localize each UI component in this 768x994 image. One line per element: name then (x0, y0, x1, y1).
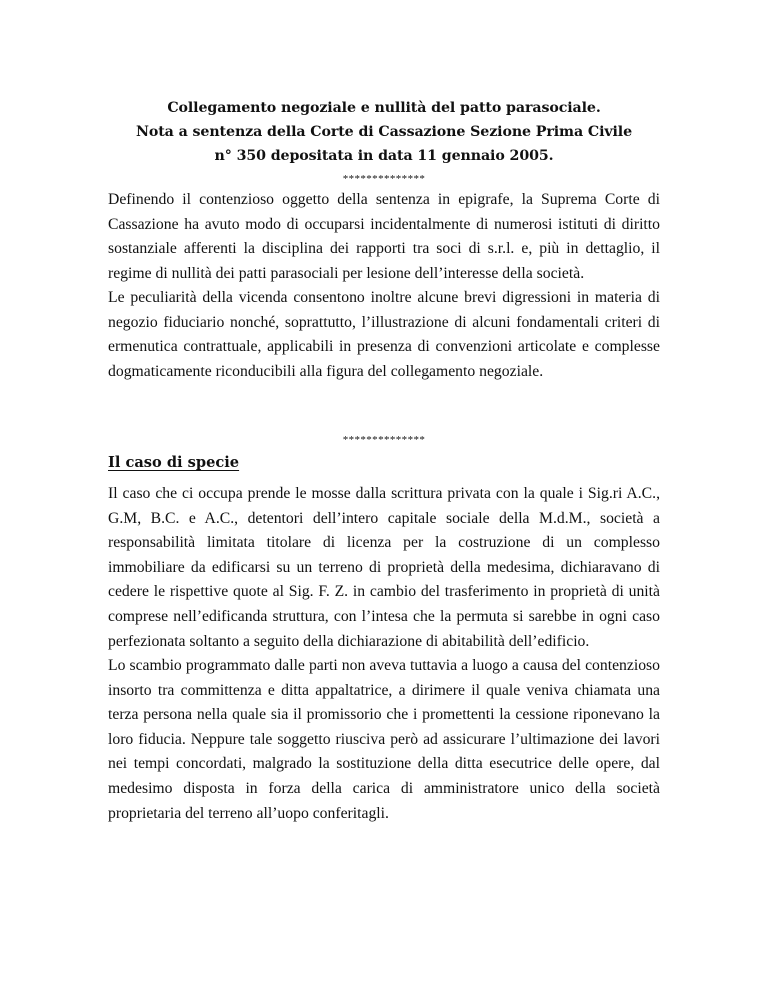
asterisk-separator: ************** (342, 173, 426, 185)
paragraph-case-1: Il caso che ci occupa prende le mosse dalla scrittura privata con la quale i Sig.ri A.C., G.M, B.C. e A.C., detentori dell’intero capitale sociale della M.d.M., società a responsabilità limitata titolare di licenza per la costruzione di un complesso immobiliare da edificarsi su un terreno di proprietà della medesima, dichiaravano di cedere le rispettive quote al Sig. F. Z. in cambio del trasferimento in proprietà di unità comprese nell’edificanda struttura, con l’intesa che la permuta si sarebbe in ogni caso perfezionata soltanto a seguito della dichiarazione di abitabilità dell’edificio. (108, 485, 660, 650)
title-line-3: n° 350 depositata in data 11 gennaio 2005. (214, 148, 554, 164)
section-heading: Il caso di specie (108, 454, 240, 471)
paragraph-intro-2: Le peculiarità della vicenda consentono inoltre alcune brevi digressioni in materia di negozio fiduciario nonché, soprattutto, l’illustrazione di alcuni fondamentali criteri di ermenutica contrattuale, applicabili in presenza di convenzioni articolate e complesse dogmaticamente riconducibili alla figura del collegamento negoziale. (108, 289, 660, 380)
title-line-1: Collegamento negoziale e nullità del patto parasociale. (167, 100, 601, 116)
paragraph-intro-1: Definendo il contenzioso oggetto della sentenza in epigrafe, la Suprema Corte di Cassazione ha avuto modo di occuparsi incidentalmente di numerosi istituti di diritto sostanziale afferenti la disciplina dei rapporti tra soci di s.r.l. e, più in dettaglio, il regime di nullità dei patti parasociali per lesione dell’interesse della società. (108, 191, 660, 282)
asterisk-separator: ************** (342, 434, 426, 446)
paragraph-case-2: Lo scambio programmato dalle parti non aveva tuttavia a luogo a causa del contenzioso insorto tra committenza e ditta appaltatrice, a dirimere il quale veniva chiamata una terza persona nella quale sia il promissorio che i promettenti la cessione riponevano la loro fiducia. Neppure tale soggetto riusciva però ad assicurare l’ultimazione dei lavori nei tempi concordati, malgrado la sostituzione della ditta esecutrice delle opere, dal medesimo disposta in forza della carica di amministratore unico della società proprietaria del terreno all’uopo conferitagli. (108, 657, 660, 822)
title-line-2: Nota a sentenza della Corte di Cassazione Sezione Prima Civile (135, 124, 633, 140)
document-title (108, 96, 660, 168)
